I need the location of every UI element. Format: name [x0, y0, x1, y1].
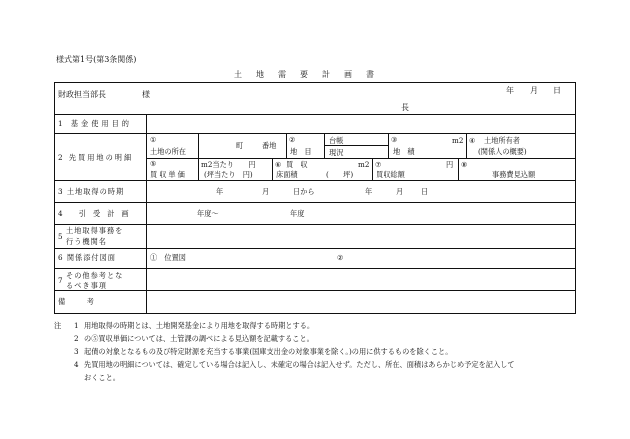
rule-r5-top: [54, 224, 576, 225]
note-1-num: 1: [74, 321, 79, 330]
rule-d-c-mid: [324, 145, 388, 146]
date-day: 日: [553, 86, 561, 95]
row-label-other-l1: その他参考とな: [66, 271, 124, 280]
detail-c8-label: 事務費見込額: [492, 170, 536, 179]
timing-year-start: 年: [216, 187, 224, 196]
row-label-agency-num: 5: [58, 232, 63, 241]
timing-month-start: 月: [262, 187, 270, 196]
rule-label-col: [146, 114, 147, 314]
detail-c3-num: ③: [391, 135, 398, 144]
note-4-line2: おくこと。: [84, 373, 120, 382]
rule-d-f: [198, 158, 199, 180]
rule-r4-top: [54, 202, 576, 203]
detail-c4-num: ④: [469, 136, 476, 145]
detail-c1-label: 土地の所在: [150, 147, 186, 156]
detail-c6-label2: 床面積: [276, 170, 298, 179]
detail-c7-unit: 円: [446, 160, 454, 169]
rule-r8-top: [54, 290, 576, 291]
detail-c5-unit2: (坪当たり 円): [204, 170, 253, 179]
timing-day-end: 日: [421, 187, 429, 196]
row-label-plan: 4 引受計画: [58, 209, 136, 218]
rule-r2-top: [54, 133, 576, 134]
form-table: [54, 82, 576, 314]
rule-r7-top: [54, 268, 576, 269]
note-4-line1: 先買用地の明細については、確定している場合は記入し、未確定の場合は記入せず。ただし、所在、面積はあらかじめ予定を記入して: [84, 360, 515, 369]
row-label-detail: 2 先買用地の明細: [58, 153, 134, 162]
detail-c4-label1: 土地所有者: [484, 136, 520, 145]
plan-to: 年度: [290, 209, 305, 218]
detail-c8-num: ⑧: [461, 160, 468, 169]
notes-label: 注: [54, 321, 62, 330]
honorific: 様: [142, 90, 150, 99]
detail-c1-num: ①: [150, 135, 157, 144]
row-label-agency-l2: 行う機関名: [66, 237, 107, 246]
rule-r6-top: [54, 248, 576, 249]
page-title: 土地需要計画書: [234, 70, 388, 79]
note-1: 用地取得の時期とは、土地開発基金により用地を取得する時期とする。: [84, 321, 315, 330]
detail-c6-unit1: m2: [358, 160, 370, 169]
rule-d-d: [388, 133, 389, 158]
rule-d-b: [286, 133, 287, 158]
detail-c4-label2: (関係人の概要): [478, 147, 527, 156]
row-label-timing: 3 土地取得の時期: [58, 187, 125, 196]
timing-from: 日から: [293, 187, 315, 196]
note-3: 起債の対象となるもの及び特定財源を充当する事業(国庫支出金の対象事業を除く。)の用に供するものを除くこと。: [84, 347, 453, 356]
date-month: 月: [530, 86, 538, 95]
detail-c7-num: ⑦: [375, 160, 382, 169]
rule-r1-top: [54, 114, 576, 115]
row-label-other-num: 7: [58, 276, 63, 285]
detail-c1-banchi: 番地: [262, 141, 277, 150]
note-4-num: 4: [74, 360, 79, 369]
form-id: 様式第1号(第3条関係): [56, 55, 137, 64]
note-3-num: 3: [74, 347, 79, 356]
detail-c6-num: ⑥: [275, 160, 282, 169]
row-label-purpose: 1 基金使用目的: [58, 119, 132, 128]
timing-month-end: 月: [396, 187, 404, 196]
date-year: 年: [506, 86, 514, 95]
rule-d-g: [272, 158, 273, 180]
detail-c1-machi: 町: [236, 141, 244, 150]
rule-d-e: [466, 133, 467, 158]
detail-c2-label: 地 目: [290, 147, 312, 156]
rule-d-h: [372, 158, 373, 180]
plan-from: 年度～: [197, 209, 219, 218]
detail-c6-unit2: ( 坪): [326, 170, 354, 179]
detail-c5-unit1: m2当たり 円: [201, 160, 256, 169]
note-2: の⑤買収単価については、土管課の調べによる見込額を記載すること。: [84, 334, 314, 343]
rule-r3-top: [54, 180, 576, 181]
row-label-other-l2: るべき事項: [66, 281, 107, 290]
drawing-location-map: ① 位置図: [150, 253, 186, 262]
rule-d-i: [458, 158, 459, 180]
signer: 長: [401, 103, 409, 112]
detail-c3-label: 地 積: [393, 147, 415, 156]
detail-c7-label: 買収総額: [376, 170, 405, 179]
row-label-remarks: 備 考: [58, 297, 94, 306]
detail-c2-num: ②: [289, 135, 296, 144]
detail-c2-genkyo: 現況: [329, 148, 344, 157]
detail-c5-label: 買収単価: [150, 170, 187, 179]
detail-c2-daicho: 台帳: [329, 136, 344, 145]
note-2-num: 2: [74, 334, 79, 343]
rule-d-a: [198, 133, 199, 158]
drawing-second: ②: [337, 253, 344, 262]
detail-c6-label1: 買 収: [286, 160, 308, 169]
rule-detail-mid: [146, 158, 576, 159]
row-label-drawings: 6 関係添付図面: [58, 253, 116, 262]
detail-c3-unit: m2: [452, 136, 464, 145]
addressee: 財政担当部長: [58, 90, 106, 99]
timing-year-end: 年: [365, 187, 373, 196]
row-label-agency-l1: 土地取得事務を: [66, 226, 124, 235]
detail-c5-num: ⑤: [150, 159, 157, 168]
